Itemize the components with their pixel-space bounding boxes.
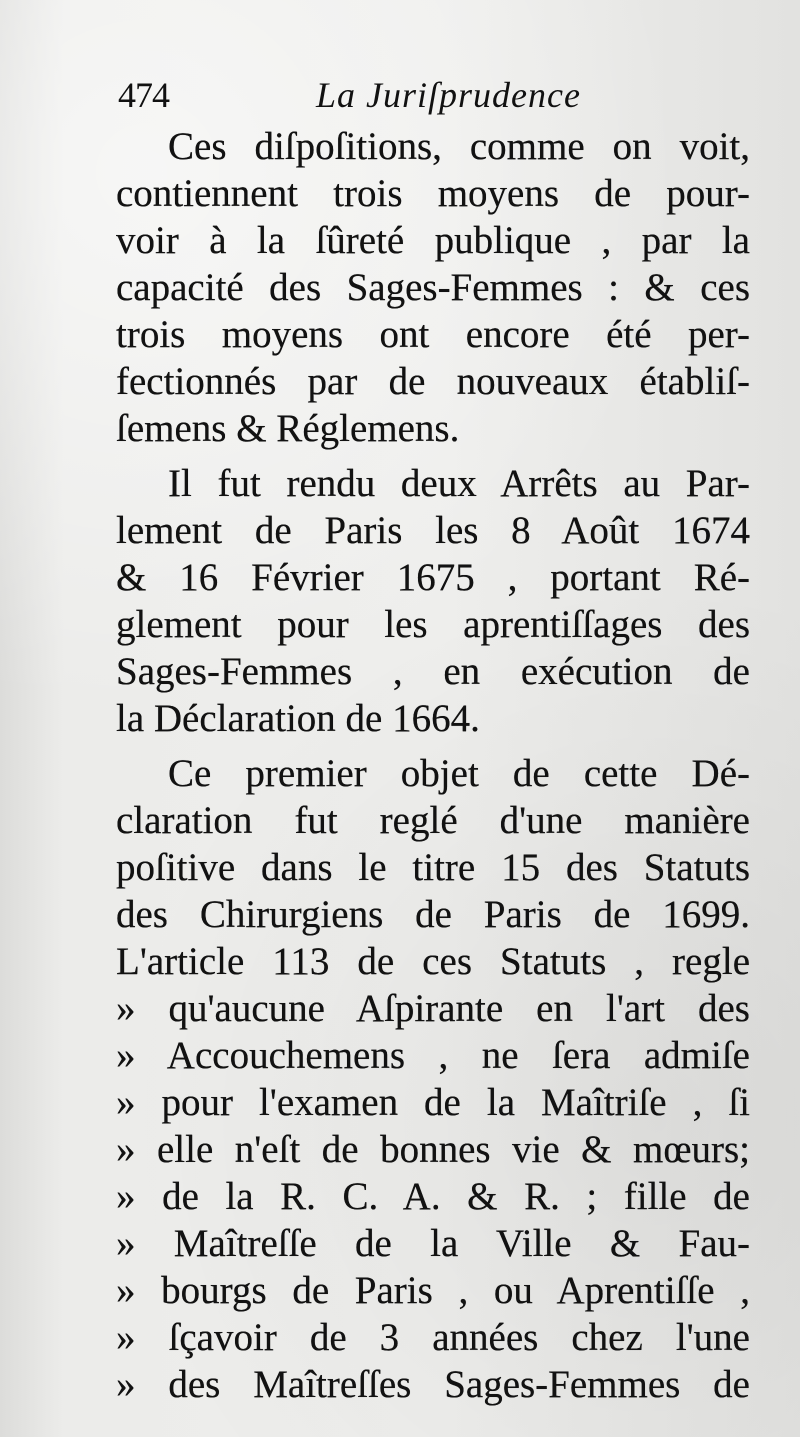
text-line: Sages-Femmes , en exécution de (116, 650, 750, 693)
text-line: des Chirurgiens de Paris de 1699. (116, 893, 750, 936)
text-line: » pour l'examen de la Maîtriſe , ſi (116, 1081, 750, 1124)
text-line: L'article 113 de ces Statuts , regle (116, 940, 750, 983)
text-line: fectionnés par de nouveaux établiſ- (116, 360, 750, 403)
text-line: ſemens & Réglemens. (116, 407, 460, 450)
text-line: claration fut reglé d'une manière (116, 799, 750, 842)
text-line: Ce premier objet de cette Dé- (168, 752, 750, 795)
text-line: & 16 Février 1675 , portant Ré- (116, 556, 750, 599)
text-line: poſitive dans le titre 15 des Statuts (116, 846, 750, 889)
text-line: » ſçavoir de 3 années chez l'une (116, 1316, 750, 1359)
running-title: La Juriſprudence (316, 75, 581, 115)
text-line: Ces diſpoſitions, comme on voit, (168, 125, 750, 168)
text-line: capacité des Sages-Femmes : & ces (116, 266, 750, 309)
text-line: » Accouchemens , ne ſera admiſe (116, 1034, 750, 1077)
text-line: voir à la ſûreté publique , par la (116, 219, 750, 262)
text-line: » bourgs de Paris , ou Aprentiſſe , (116, 1269, 750, 1312)
text-line: la Déclaration de 1664. (116, 697, 480, 740)
text-line: glement pour les aprentiſſages des (116, 603, 750, 646)
page-header (118, 74, 638, 116)
body-text (116, 123, 750, 1408)
text-line: » de la R. C. A. & R. ; fille de (116, 1175, 750, 1218)
text-line: » Maîtreſſe de la Ville & Fau- (116, 1222, 750, 1265)
text-line: contiennent trois moyens de pour- (116, 172, 750, 215)
text-line: » elle n'eſt de bonnes vie & mœurs; (116, 1128, 750, 1171)
text-line: » des Maîtreſſes Sages-Femmes de (116, 1363, 750, 1406)
text-line: » qu'aucune Aſpirante en l'art des (116, 987, 750, 1030)
text-line: Il fut rendu deux Arrêts au Par- (168, 462, 750, 505)
page-number: 474 (118, 75, 169, 115)
text-line: lement de Paris les 8 Août 1674 (116, 509, 750, 552)
text-line: trois moyens ont encore été per- (116, 313, 750, 356)
